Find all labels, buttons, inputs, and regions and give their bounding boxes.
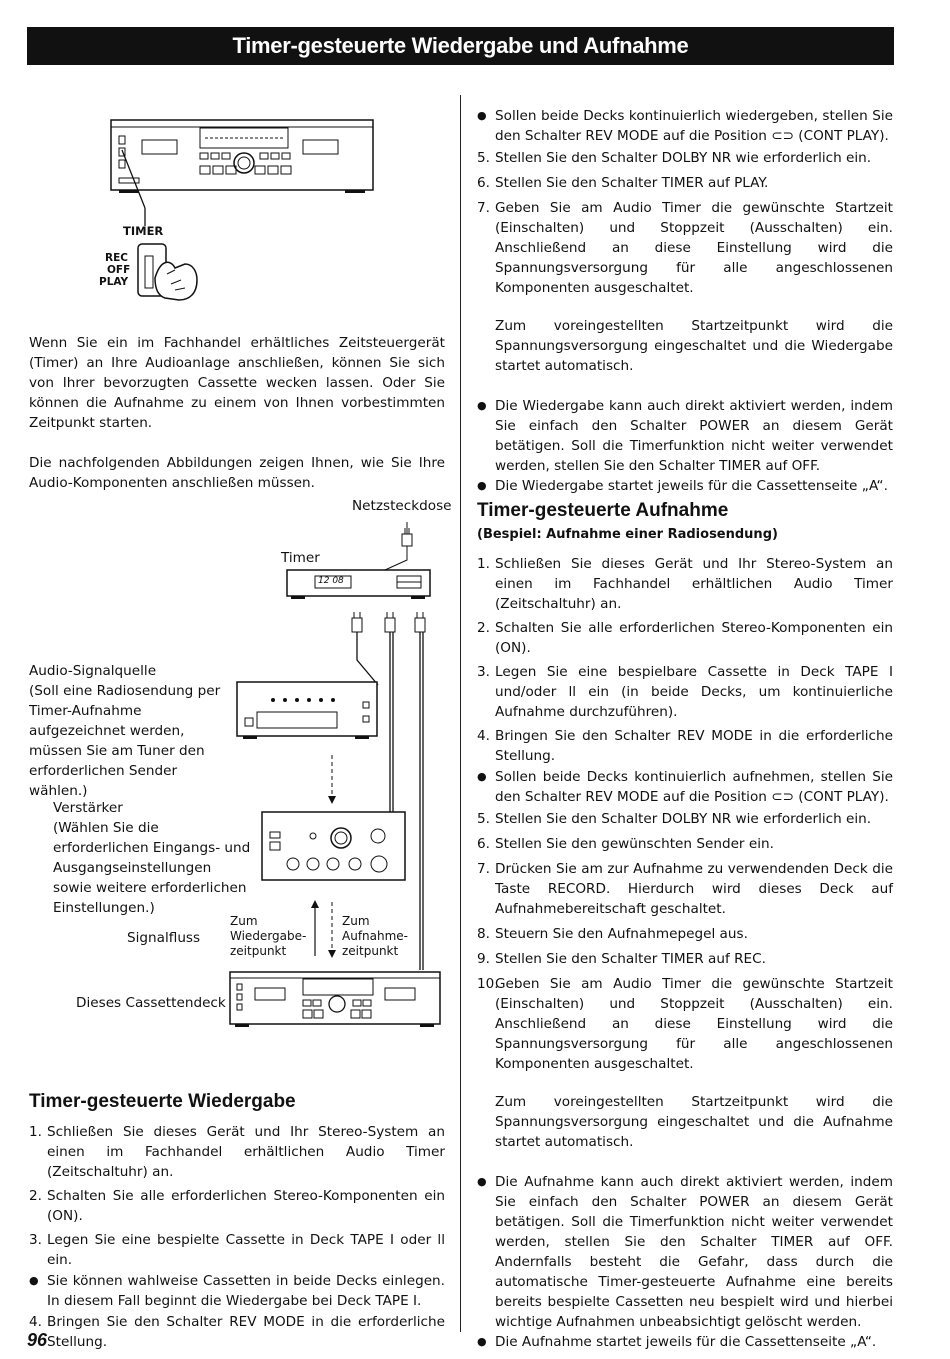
list-item: 5. Stellen Sie den Schalter DOLBY NR wie erforderlich ein. — [477, 150, 872, 166]
page-title: Timer-gesteuerte Wiedergabe und Aufnahme — [27, 27, 894, 65]
recording-steps — [477, 554, 893, 1074]
list-item: 4. Bringen Sie den Schalter REV MODE in die erforderliche Stellung. — [477, 728, 893, 764]
intro-paragraph: Die nachfolgenden Abbildungen zeigen Ihnen, wie Sie Ihre Audio-Komponenten anschließen müssen. — [29, 455, 445, 491]
list-item: ● Die Wiedergabe kann auch direkt aktiviert werden, indem Sie einfach den Schalter POWER an diesem Gerät betätigen. Soll die Timerfunktion nicht weiter verwendet werden, stellen Sie den Schalter TIMER auf OFF. — [477, 398, 893, 474]
deck-label: Dieses Cassettendeck — [76, 995, 226, 1011]
record-point-label: Zum Aufnahme- zeitpunkt — [342, 914, 409, 958]
list-item: ● Die Aufnahme startet jeweils für die Cassettenseite „A“. — [477, 1334, 877, 1350]
list-item: 1. Schließen Sie dieses Gerät und Ihr Stereo-System an einen im Fachhandel erhältlichen Audio Timer (Zeitschaltuhr) an. — [477, 556, 893, 612]
list-item: 8. Steuern Sie den Aufnahmepegel aus. — [477, 926, 748, 942]
list-item: 7. Geben Sie am Audio Timer die gewünschte Startzeit (Einschalten) und Stoppzeit (Ausschalten) ein. Anschließend an diese Einstellung wird die Spannungsversorgung für alle angeschlossenen Komponenten ausgeschaltet. — [477, 200, 893, 296]
page-number: 96 — [27, 1330, 48, 1350]
playback-notes — [477, 396, 893, 496]
list-item: 4. Bringen Sie den Schalter REV MODE in die erforderliche Stellung. — [29, 1314, 445, 1350]
list-item: ● Die Wiedergabe startet jeweils für die Cassettenseite „A“. — [477, 478, 888, 494]
playback-continued — [477, 106, 893, 500]
playback-auto-start: Zum voreingestellten Startzeitpunkt wird die Spannungsversorgung eingeschaltet und die Wiedergabe startet automatisch. — [495, 318, 893, 374]
list-item: 2. Schalten Sie alle erforderlichen Stereo-Komponenten ein (ON). — [29, 1188, 445, 1224]
source-label: Audio-Signalquelle (Soll eine Radiosendung per Timer-Aufnahme aufgezeichnet werden, müssen Sie am Tuner den erforderlichen Sender wählen.) — [29, 663, 221, 799]
column-divider — [460, 95, 461, 1332]
list-item: ● Sollen beide Decks kontinuierlich aufnehmen, stellen Sie den Schalter REV MODE auf die Position ⊂⊃ (CONT PLAY). — [477, 769, 893, 805]
recording-heading: Timer-gesteuerte Aufnahme — [477, 500, 729, 521]
list-item: 3. Legen Sie eine bespielte Cassette in Deck TAPE I oder ll ein. — [29, 1232, 445, 1268]
list-item: 1. Schließen Sie dieses Gerät und Ihr Stereo-System an einen im Fachhandel erhältlichen Audio Timer (Zeitschaltuhr) an. — [29, 1124, 445, 1180]
intro-section — [29, 333, 445, 493]
recording-subheading: (Bespiel: Aufnahme einer Radiosendung) — [477, 527, 778, 542]
list-item: ● Sie können wahlweise Cassetten in beide Decks einlegen. In diesem Fall beginnt die Wiedergabe bei Deck TAPE I. — [29, 1273, 445, 1309]
timer-switch-label: TIMER — [123, 224, 164, 238]
list-item: 3. Legen Sie eine bespielbare Cassette in Deck TAPE I und/oder ll ein (in beide Decks, um kontinuierliche Aufnahme durchzuführen). — [477, 664, 893, 720]
list-item: 2. Schalten Sie alle erforderlichen Stereo-Komponenten ein (ON). — [477, 620, 893, 656]
recording-auto-start: Zum voreingestellten Startzeitpunkt wird die Spannungsversorgung eingeschaltet und die Aufnahme startet automatisch. — [495, 1094, 893, 1150]
signal-flow-label: Signalfluss — [127, 930, 201, 946]
list-item: 6. Stellen Sie den gewünschten Sender ein. — [477, 836, 774, 852]
list-item: 7. Drücken Sie am zur Aufnahme zu verwendenden Deck die Taste RECORD. Hierdurch wird dieses Deck auf Aufnahmebereitschaft geschaltet. — [477, 861, 893, 917]
switch-position-rec: REC — [105, 252, 128, 264]
switch-position-off: OFF — [107, 264, 131, 276]
playback-steps — [29, 1122, 445, 1352]
recording-section — [477, 499, 893, 1356]
deck-timer-switch-illustration — [105, 118, 385, 308]
list-item: 6. Stellen Sie den Schalter TIMER auf PLAY. — [477, 175, 769, 191]
socket-label: Netzsteckdose — [352, 498, 452, 514]
switch-position-play: PLAY — [99, 276, 129, 288]
timer-display: 12 08 — [318, 576, 344, 586]
timer-label: Timer — [281, 550, 320, 566]
playback-steps-continued — [477, 106, 893, 298]
list-item: 10. Geben Sie am Audio Timer die gewünschte Startzeit (Einschalten) und Stoppzeit (Ausschalten) ein. Anschließend an diese Einstellung wird die Spannungsversorgung für alle angeschlossenen Komponenten ausgeschaltet. — [477, 976, 893, 1072]
list-item: 9. Stellen Sie den Schalter TIMER auf REC. — [477, 951, 766, 967]
list-item: ● Sollen beide Decks kontinuierlich wiedergeben, stellen Sie den Schalter REV MODE auf die Position ⊂⊃ (CONT PLAY). — [477, 108, 893, 144]
intro-paragraph: Wenn Sie ein im Fachhandel erhältliches Zeitsteuergerät (Timer) an Ihre Audioanlage anschließen, können Sie sich von Ihrer bevorzugten Cassette wecken lassen. Oder Sie können die Aufnahme zu einem von Ihnen vorbestimmten Zeitpunkt starten. — [29, 335, 445, 431]
list-item: 5. Stellen Sie den Schalter DOLBY NR wie erforderlich ein. — [477, 811, 872, 827]
recording-notes — [477, 1172, 893, 1352]
playback-heading: Timer-gesteuerte Wiedergabe — [29, 1091, 296, 1112]
amplifier-label: Verstärker (Wählen Sie die erforderlichen Eingangs- und Ausgangseinstellungen sowie weitere erforderlichen Einstellungen.) — [53, 800, 251, 916]
playback-point-label: Zum Wiedergabe- zeitpunkt — [230, 914, 307, 958]
playback-section — [29, 1090, 445, 1356]
list-item: ● Die Aufnahme kann auch direkt aktiviert werden, indem Sie einfach den Schalter POWER an diesem Gerät betätigen. Soll die Timerfunktion nicht weiter verwendet werden, stellen Sie den Schalter TIMER auf OFF. Andernfalls besteht die Gefahr, dass durch die automatische Timer-gesteuerte Aufnahme eine bereits bereits bespielte Cassetten neu bespielt wird und hierbei wichtige Aufnahmen unbeabsichtigt gelöscht werden. — [477, 1174, 893, 1330]
